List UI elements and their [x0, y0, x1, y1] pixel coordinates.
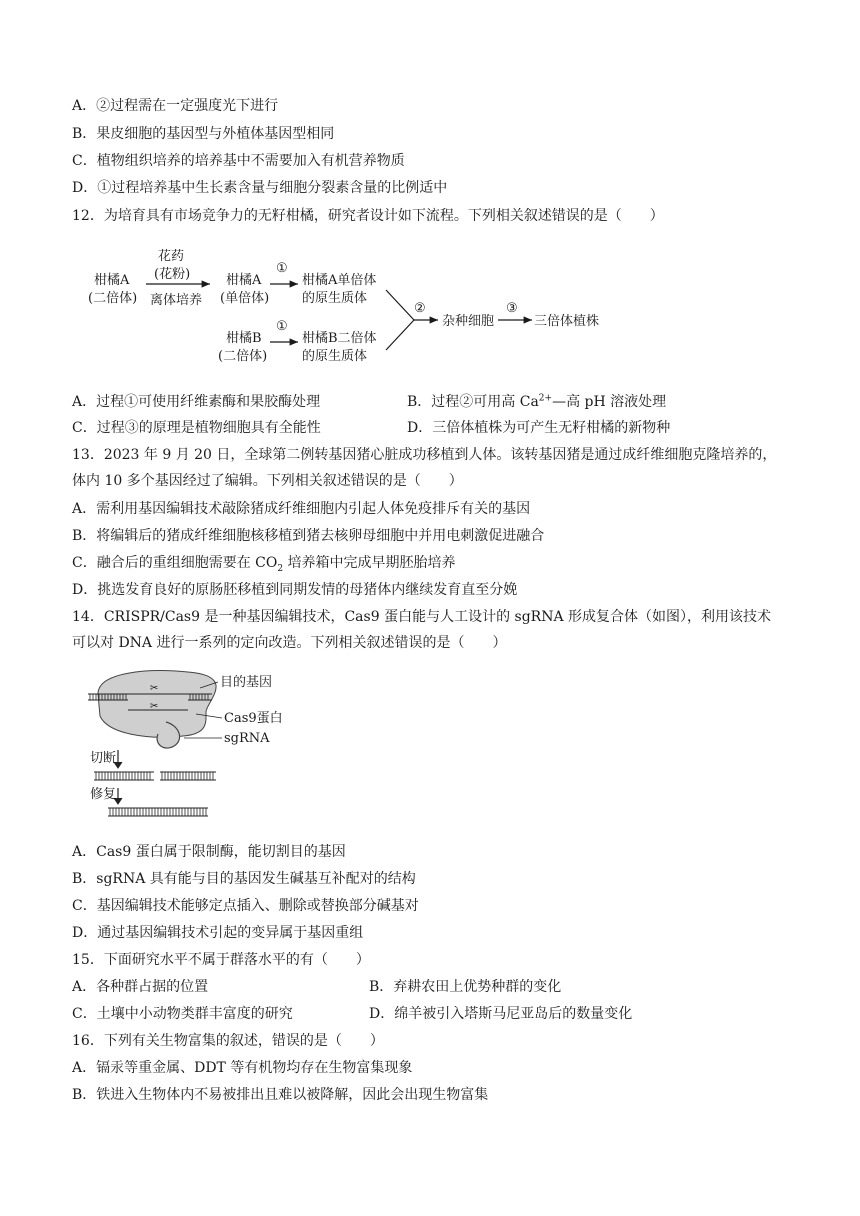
- q13-option-a: A．需利用基因编辑技术敲除猪成纤维细胞内引起人体免疫排斥有关的基因: [72, 501, 531, 517]
- pollen-sub-label: (花粉): [154, 267, 191, 282]
- step-1-top: ①: [276, 261, 288, 276]
- parent-b-ploidy: (二倍体): [218, 349, 268, 364]
- q15-stem: 15．下面研究水平不属于群落水平的有（ ）: [72, 952, 370, 968]
- q11-option-c: C．植物组织培养的培养基中不需要加入有机营养物质: [72, 153, 405, 169]
- step-3: ③: [506, 301, 518, 316]
- protoplast-a-label-1: 柑橘A单倍体: [302, 273, 377, 288]
- q11-option-b: B．果皮细胞的基因型与外植体基因型相同: [72, 126, 335, 142]
- step-1-bottom: ①: [276, 319, 288, 334]
- q12-stem: 12．为培育具有市场竞争力的无籽柑橘，研究者设计如下流程。下列相关叙述错误的是（ ）: [72, 208, 664, 224]
- triploid-plant-label: 三倍体植株: [534, 314, 600, 329]
- q15-option-a: A．各种群占据的位置: [72, 979, 209, 995]
- svg-text:✂: ✂: [150, 683, 159, 694]
- q16-stem: 16．下列有关生物富集的叙述，错误的是（ ）: [72, 1033, 384, 1049]
- step-2: ②: [414, 301, 426, 316]
- q13-option-d: D．挑选发育良好的原肠胚移植到同期发情的母猪体内继续发育直至分娩: [72, 582, 518, 598]
- sgrna-label: sgRNA: [224, 731, 270, 746]
- haploid-a-label: 柑橘A: [226, 273, 262, 288]
- repaired-dna-rungs: [110, 808, 206, 816]
- parent-a-label: 柑橘A: [94, 273, 130, 288]
- q14-option-d: D．通过基因编辑技术引起的变异属于基因重组: [72, 925, 364, 941]
- culture-label: 离体培养: [150, 293, 203, 308]
- q12-option-b: B．过程②可用高 $Ca^{2+}—$高 pH 溶液处理: [407, 393, 667, 410]
- q14-option-a: A．Cas9 蛋白属于限制酶，能切割目的基因: [72, 844, 346, 860]
- citrus-breeding-flowchart: [70, 240, 630, 370]
- pollen-label: 花药: [158, 249, 185, 264]
- q12-option-a: A．过程①可使用纤维素酶和果胶酶处理: [72, 394, 321, 410]
- q16-option-a: A．镉汞等重金属、DDT 等有机物均存在生物富集现象: [72, 1060, 413, 1076]
- parent-b-label: 柑橘B: [226, 331, 262, 346]
- protoplast-a-label-2: 的原生质体: [302, 291, 368, 306]
- repair-label: 修复: [90, 787, 117, 802]
- hybrid-cell-label: 杂种细胞: [442, 314, 495, 329]
- q12-option-c: C．过程③的原理是植物细胞具有全能性: [72, 420, 321, 436]
- q15-option-c: C．土壤中小动物类群丰富度的研究: [72, 1006, 293, 1022]
- q13-stem-line2: 体内 10 多个基因经过了编辑。下列相关叙述错误的是（ ）: [72, 473, 463, 489]
- q14-stem-line1: 14．CRISPR/Cas9 是一种基因编辑技术，Cas9 蛋白能与人工设计的 sgRNA 形成复合体（如图），利用该技术: [72, 609, 772, 625]
- cut-label: 切断: [90, 751, 117, 766]
- q14-option-b: B．sgRNA 具有能与目的基因发生碱基互补配对的结构: [72, 871, 416, 887]
- cut-dna-rungs-left: [96, 772, 150, 780]
- q14-option-c: C．基因编辑技术能够定点插入、删除或替换部分碱基对: [72, 898, 419, 914]
- protoplast-b-label-1: 柑橘B二倍体: [302, 331, 377, 346]
- q13-option-c: C．融合后的重组细胞需要在 $CO_2$ 培养箱中完成早期胚胎培养: [72, 555, 456, 574]
- q12-option-d: D．三倍体植株为可产生无籽柑橘的新物种: [407, 420, 671, 436]
- q15-option-b: B．弃耕农田上优势种群的变化: [369, 979, 562, 995]
- q11-option-a: A．②过程需在一定强度光下进行: [72, 98, 279, 114]
- q11-option-d: D．①过程培养基中生长素含量与细胞分裂素含量的比例适中: [72, 180, 448, 196]
- q13-stem-line1: 13．2023 年 9 月 20 日，全球第二例转基因猪心脏成功移植到人体。该转基因猪是通过成纤维细胞克隆培养的，: [72, 447, 777, 463]
- target-gene-label: 目的基因: [220, 675, 273, 690]
- crispr-cas9-diagram: [88, 664, 308, 824]
- cut-dna-rungs-right: [162, 772, 213, 780]
- haploid-a-ploidy: (单倍体): [220, 291, 270, 306]
- parent-a-ploidy: (二倍体): [88, 291, 138, 306]
- q15-option-d: D．绵羊被引入塔斯马尼亚岛后的数量变化: [369, 1006, 633, 1022]
- q16-option-b: B．铁进入生物体内不易被排出且难以被降解，因此会出现生物富集: [72, 1087, 489, 1103]
- protoplast-b-label-2: 的原生质体: [302, 349, 368, 364]
- q14-stem-line2: 可以对 DNA 进行一系列的定向改造。下列相关叙述错误的是（ ）: [72, 635, 507, 651]
- svg-text:✂: ✂: [150, 701, 159, 712]
- q13-option-b: B．将编辑后的猪成纤维细胞核移植到猪去核卵母细胞中并用电刺激促进融合: [72, 528, 545, 544]
- cas9-label: Cas9蛋白: [224, 711, 283, 726]
- dna-rungs-right: [190, 694, 208, 700]
